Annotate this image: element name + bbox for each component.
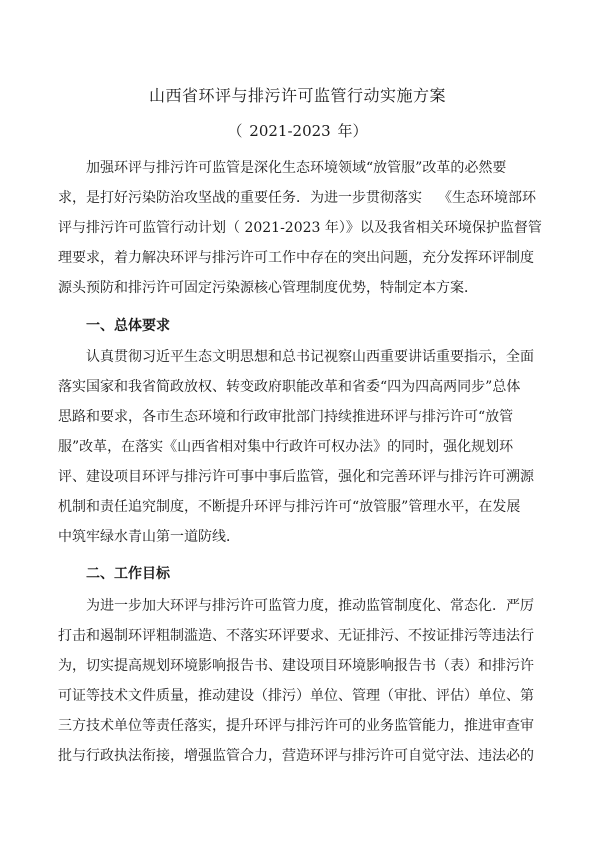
section-heading: 二、工作目标 [86,566,170,582]
paragraph-line: 可证等技术文件质量，推动建设（排污）单位、管理（审批、评估）单位、第 [58,688,534,704]
paragraph-line: 思路和要求，各市生态环境和行政审批部门持续推进环评与排污许可“放管 [58,409,514,425]
paragraph-line: 理要求，着力解决环评与排污许可工作中存在的突出问题，充分发挥环评制度 [58,250,534,266]
paragraph-line: 打击和遏制环评粗制滥造、不落实环评要求、无证排污、不按证排污等违法行 [58,628,534,644]
paragraph-line: 中筑牢绿水青山第一道防线． [58,529,240,545]
paragraph-line: 批与行政执法衔接，增强监管合力，营造环评与排污许可自觉守法、违法必的 [58,748,534,764]
document-title: 山西省环评与排污许可监管行动实施方案 [148,86,446,105]
paragraph-line: 为，切实提高规划环境影响报告书、建设项目环境影响报告书（表）和排污许 [58,658,534,674]
paragraph-line: 《生态环境部环 [438,190,536,206]
paragraph-line: 评、建设项目环评与排污许可事中事后监管，强化和完善环评与排污许可溯源 [58,469,534,485]
document-subtitle: （ 2021-2023 年） [227,122,368,140]
paragraph-line: 服”改革，在落实《山西省相对集中行政许可权办法》的同时，强化规划环 [58,439,514,455]
paragraph-line: 加强环评与排污许可监管是深化生态环境领域“放管服”改革的必然要 [86,160,507,176]
paragraph-line: 源头预防和排污许可固定污染源核心管理制度优势，特制定本方案． [58,280,478,296]
paragraph-line: 认真贯彻习近平生态文明思想和总书记视察山西重要讲话重要指示，全面 [86,349,534,365]
paragraph-line: 落实国家和我省简政放权、转变政府职能改革和省委“四为四高两同步”总体 [58,379,521,395]
paragraph-line: 机制和责任追究制度，不断提升环评与排污许可“放管服”管理水平，在发展 [58,499,521,515]
section-heading: 一、总体要求 [86,318,170,334]
paragraph-line: 求，是打好污染防治攻坚战的重要任务．为进一步贯彻落实 [58,190,422,206]
paragraph-line: 评与排污许可监管行动计划（ 2021-2023 年）》以及我省相关环境保护监督管 [58,220,542,236]
paragraph-line: 为进一步加大环评与排污许可监管力度，推动监管制度化、常态化．严厉 [86,598,534,614]
paragraph-line: 三方技术单位等责任落实，提升环评与排污许可的业务监管能力，推进审查审 [58,718,534,734]
